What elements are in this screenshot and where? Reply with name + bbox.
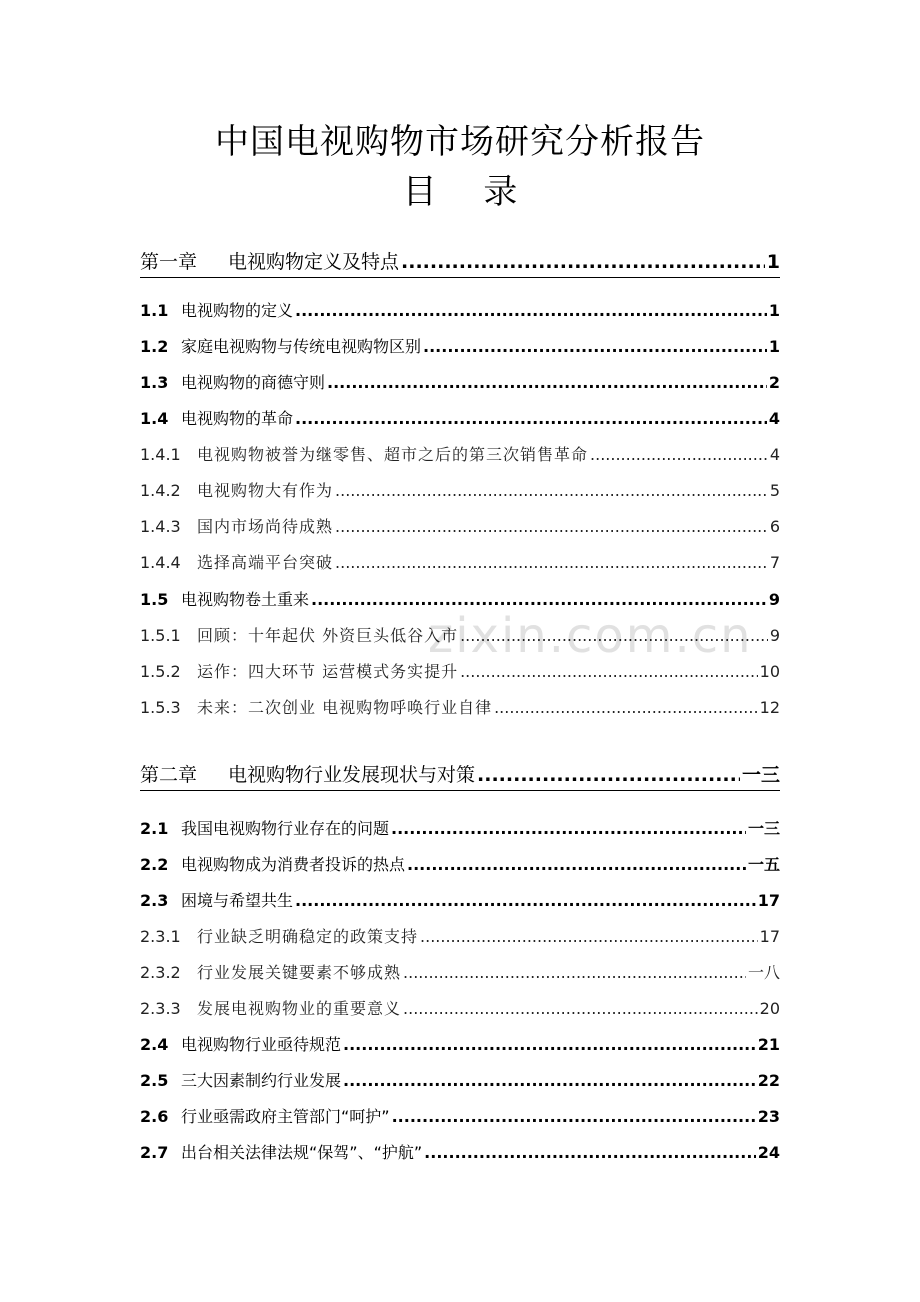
- toc-leader-dots: [295, 891, 756, 910]
- toc-entry-number: 1.5: [140, 590, 169, 609]
- toc-entry-title: 电视购物的定义: [181, 301, 294, 320]
- toc-entry[interactable]: [140, 888, 780, 911]
- toc-entry-number: 第一章: [140, 251, 198, 273]
- toc-entry-title: 出台相关法律法规“保驾”、“护航”: [181, 1143, 423, 1162]
- toc-leader-dots: [295, 409, 767, 428]
- toc-entry[interactable]: [140, 960, 780, 983]
- toc-page-number: 5: [769, 481, 780, 500]
- toc-entry[interactable]: [140, 370, 780, 393]
- toc-entry-number: 1.1: [140, 301, 169, 320]
- toc-page-number: 17: [757, 891, 780, 910]
- toc-leader-dots: [424, 1143, 756, 1162]
- toc-entry-number: 2.3: [140, 891, 169, 910]
- toc-entry-title: 行业发展关键要素不够成熟: [197, 963, 402, 982]
- toc-entry-title: 发展电视购物业的重要意义: [197, 999, 402, 1018]
- toc-page-number: 4: [769, 445, 780, 464]
- toc-leader-dots: [401, 251, 765, 273]
- toc-entry-title: 行业缺乏明确稳定的政策支持: [197, 927, 419, 946]
- toc-entry-title: 电视购物卷土重来: [181, 590, 310, 609]
- toc-entry[interactable]: [140, 816, 780, 839]
- toc-entry[interactable]: [140, 852, 780, 875]
- toc-leader-dots: [477, 764, 740, 786]
- toc-page-number: 10: [759, 662, 780, 681]
- toc-entry-title: 家庭电视购物与传统电视购物区别: [181, 337, 422, 356]
- toc-page-number: 一三: [741, 764, 780, 786]
- toc-entry-title: 电视购物大有作为: [197, 481, 334, 500]
- toc-entry-number: 第二章: [140, 764, 198, 786]
- toc-leader-dots: [460, 626, 768, 645]
- toc-page-number: 9: [768, 590, 780, 609]
- toc-entry-title: 电视购物的商德守则: [181, 373, 326, 392]
- toc-entry-title: 电视购物被誉为继零售、超市之后的第三次销售革命: [197, 445, 589, 464]
- document-title: 中国电视购物市场研究分析报告: [215, 122, 705, 162]
- toc-entry[interactable]: [140, 550, 780, 573]
- toc-entry-number: 1.4.4: [140, 553, 181, 572]
- toc-entry[interactable]: [140, 298, 780, 321]
- toc-leader-dots: [343, 1035, 756, 1054]
- toc-entry-number: 1.5.3: [140, 698, 181, 717]
- toc-entry-number: 2.2: [140, 855, 169, 874]
- toc-page-number: 1: [766, 251, 780, 273]
- toc-entry[interactable]: [140, 406, 780, 429]
- toc-leader-dots: [295, 301, 767, 320]
- toc-leader-dots: [590, 445, 768, 464]
- toc-page-number: 17: [759, 927, 780, 946]
- toc-page-number: 7: [769, 553, 780, 572]
- toc-entry[interactable]: [140, 996, 780, 1019]
- toc-page-number: 6: [769, 517, 780, 536]
- toc-leader-dots: [391, 819, 746, 838]
- toc-page-number: 12: [759, 698, 780, 717]
- toc-entry-title: 困境与希望共生: [181, 891, 294, 910]
- toc-entry-number: 2.3.1: [140, 927, 181, 946]
- toc-leader-dots: [407, 855, 746, 874]
- toc-entry-number: 2.6: [140, 1107, 169, 1126]
- toc-leader-dots: [343, 1071, 756, 1090]
- toc-entry-number: 2.3.3: [140, 999, 181, 1018]
- toc-entry-number: 1.4: [140, 409, 169, 428]
- toc-entry-title: 运作：四大环节 运营模式务实提升: [197, 662, 459, 681]
- toc-leader-dots: [392, 1107, 756, 1126]
- toc-entry[interactable]: [140, 1032, 780, 1055]
- toc-page-number: 22: [757, 1071, 780, 1090]
- toc-leader-dots: [403, 999, 758, 1018]
- toc-entry-title: 电视购物成为消费者投诉的热点: [181, 855, 406, 874]
- toc-entry-number: 1.4.1: [140, 445, 181, 464]
- toc-entry-number: 2.5: [140, 1071, 169, 1090]
- toc-page-number: 9: [769, 626, 780, 645]
- toc-leader-dots: [335, 553, 768, 572]
- toc-entry-title: 电视购物的革命: [181, 409, 294, 428]
- toc-leader-dots: [335, 481, 768, 500]
- toc-leader-dots: [494, 698, 758, 717]
- toc-entry-title: 三大因素制约行业发展: [181, 1071, 342, 1090]
- toc-entry[interactable]: [140, 1140, 780, 1163]
- toc-page-number: 1: [768, 301, 780, 320]
- toc-entry-number: 1.4.2: [140, 481, 181, 500]
- toc-entry-number: 2.1: [140, 819, 169, 838]
- toc-entry-number: 1.3: [140, 373, 169, 392]
- toc-entry-number: 2.3.2: [140, 963, 181, 982]
- toc-page-number: 4: [768, 409, 780, 428]
- toc-page-number: 一八: [747, 963, 780, 982]
- toc-entry[interactable]: [140, 623, 780, 646]
- toc-entry[interactable]: [140, 924, 780, 947]
- toc-entry[interactable]: [140, 1068, 780, 1091]
- toc-entry[interactable]: [140, 587, 780, 610]
- toc-entry[interactable]: [140, 695, 780, 718]
- toc-entry-title: 未来：二次创业 电视购物呼唤行业自律: [197, 698, 493, 717]
- toc-entry-title: 行业亟需政府主管部门“呵护”: [181, 1107, 390, 1126]
- toc-entry-title: 回顾：十年起伏 外资巨头低谷入市: [197, 626, 459, 645]
- toc-page-number: 23: [757, 1107, 780, 1126]
- toc-page-number: 一五: [747, 855, 780, 874]
- toc-leader-dots: [311, 590, 767, 609]
- toc-entry[interactable]: [140, 514, 780, 537]
- toc-entry-number: 1.2: [140, 337, 169, 356]
- toc-entry-number: 1.5.2: [140, 662, 181, 681]
- toc-entry-number: 2.4: [140, 1035, 169, 1054]
- toc-entry-title: 电视购物行业亟待规范: [181, 1035, 342, 1054]
- toc-heading: 目 录: [402, 172, 536, 212]
- toc-entry-title: 选择高端平台突破: [197, 553, 334, 572]
- toc-leader-dots: [420, 927, 758, 946]
- toc-entry-title: 国内市场尚待成熟: [197, 517, 334, 536]
- toc-entry-number: 2.7: [140, 1143, 169, 1162]
- toc-entry-title: 我国电视购物行业存在的问题: [181, 819, 390, 838]
- toc-entry-number: 1.4.3: [140, 517, 181, 536]
- toc-entry[interactable]: [140, 659, 780, 682]
- toc-entry[interactable]: [140, 442, 780, 465]
- toc-chapter-entry[interactable]: [140, 760, 780, 791]
- toc-page-number: 20: [759, 999, 780, 1018]
- toc-page-number: 21: [757, 1035, 780, 1054]
- toc-entry-number: 1.5.1: [140, 626, 181, 645]
- watermark: zixin.com.cn: [428, 608, 753, 664]
- toc-page-number: 一三: [747, 819, 780, 838]
- toc-leader-dots: [460, 662, 758, 681]
- toc-page-number: 2: [768, 373, 780, 392]
- toc-entry[interactable]: [140, 478, 780, 501]
- toc-entry-title: 电视购物定义及特点: [228, 251, 400, 273]
- toc-entry[interactable]: [140, 334, 780, 357]
- toc-leader-dots: [335, 517, 768, 536]
- toc-chapter-entry[interactable]: [140, 247, 780, 278]
- toc-leader-dots: [327, 373, 767, 392]
- toc-page-number: 24: [757, 1143, 780, 1162]
- toc-entry[interactable]: [140, 1104, 780, 1127]
- toc-entry-title: 电视购物行业发展现状与对策: [228, 764, 476, 786]
- toc-leader-dots: [403, 963, 746, 982]
- toc-page-number: 1: [768, 337, 780, 356]
- toc-leader-dots: [423, 337, 767, 356]
